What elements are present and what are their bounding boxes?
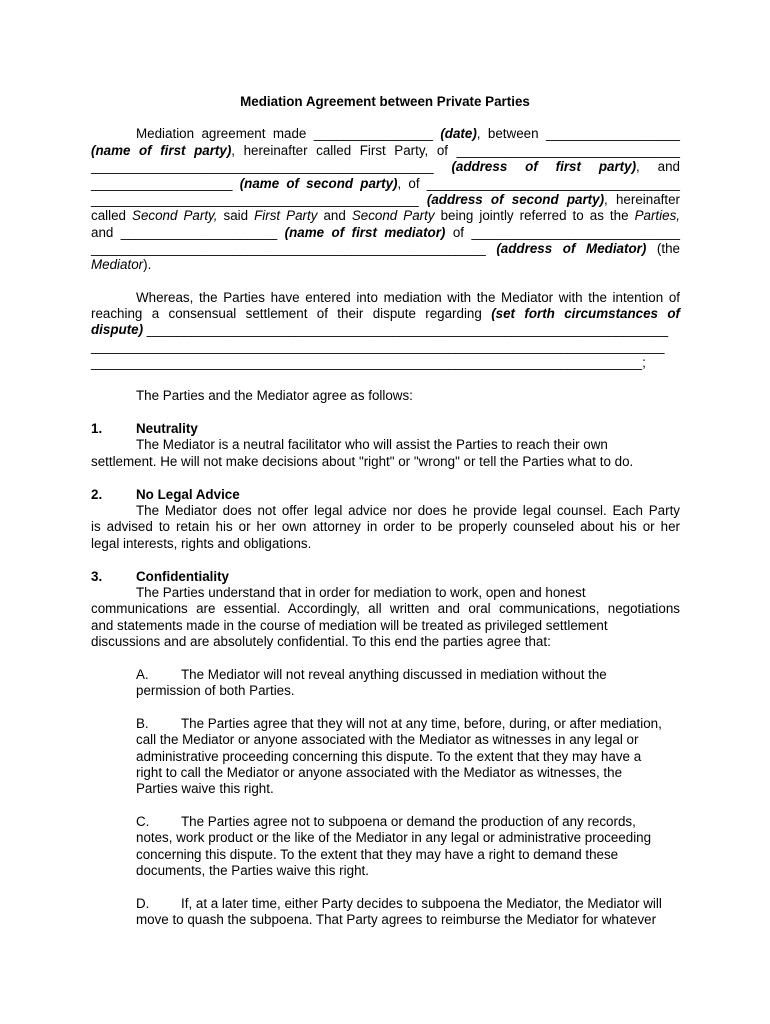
whereas-line-3: dispute) ______________________________________________________________________ <box>91 322 669 337</box>
whereas-line-5: __________________________________________________________________________; <box>91 355 646 370</box>
whereas-line-4: _____________________________________________________________________________ <box>91 339 665 354</box>
section-3-line-4: discussions and are absolutely confidential. To this end the parties agree that: <box>91 634 551 649</box>
whereas-line-2: reaching a consensual settlement of their dispute regarding (set forth circumstances of <box>91 306 680 321</box>
section-2-heading: No Legal Advice <box>136 487 240 502</box>
whereas-line-1: Whereas, the Parties have entered into mediation with the Mediator with the intention of <box>136 290 680 305</box>
section-3-heading: Confidentiality <box>136 569 229 584</box>
section-2-number: 2. <box>91 487 103 502</box>
section-2-line-3: legal interests, rights and obligations. <box>91 536 312 551</box>
clause-d-line-2: move to quash the subpoena. That Party agrees to reimburse the Mediator for whatever <box>136 912 657 927</box>
intro-line-9: Mediator). <box>91 257 152 272</box>
intro-line-6: called Second Party, said First Party and Second Party being jointly referred to as the Parties, <box>91 208 680 223</box>
intro-line-1: Mediation agreement made ________________ (date), between __________________ <box>136 126 680 141</box>
section-2-line-1: The Mediator does not offer legal advice nor does he provide legal counsel. Each Party <box>136 503 680 518</box>
section-1-number: 1. <box>91 421 103 436</box>
clause-c-line-4: documents, the Parties waive this right. <box>136 863 369 878</box>
clause-a-line-2: permission of both Parties. <box>136 683 295 698</box>
section-1-line-2: settlement. He will not make decisions about "right" or "wrong" or tell the Parties what to do. <box>91 454 634 469</box>
clause-c-line-2: notes, work product or the like of the Mediator in any legal or administrative proceeding <box>136 830 652 845</box>
clause-b-line-4: right to call the Mediator or anyone associated with the Mediator as witnesses, the <box>136 765 623 780</box>
intro-line-4: ___________________ (name of second party), of __________________________________ <box>91 176 680 191</box>
section-1-line-1: The Mediator is a neutral facilitator who will assist the Parties to reach their own <box>136 437 608 452</box>
intro-line-7: and _____________________ (name of first mediator) of ____________________________ <box>91 225 680 240</box>
section-1-heading: Neutrality <box>136 421 198 436</box>
intro-line-8: _____________________________________________________ (address of Mediator) (the <box>91 241 680 256</box>
clause-a-line-1: A. The Mediator will not reveal anything discussed in mediation without the <box>136 667 607 682</box>
clause-b-line-3: administrative proceeding concerning this dispute. To the extent that they may have a <box>136 749 642 764</box>
clause-c-line-1: C. The Parties agree not to subpoena or demand the production of any records, <box>136 814 636 829</box>
clause-b-line-5: Parties waive this right. <box>136 781 274 796</box>
intro-line-5: ____________________________________________ (address of second party), hereinafter <box>91 192 680 207</box>
clause-c-line-3: concerning this dispute. To the extent that they may have a right to demand these <box>136 847 619 862</box>
document-title: Mediation Agreement between Private Parties <box>240 94 530 109</box>
intro-line-3: ______________________________________________ (address of first party), and <box>91 159 680 174</box>
section-3-number: 3. <box>91 569 103 584</box>
clause-b-line-2: call the Mediator or anyone associated with the Mediator as witnesses in any legal or <box>136 732 639 747</box>
intro-line-2: (name of first party), hereinafter called First Party, of ______________________________ <box>91 143 680 158</box>
section-3-line-2: communications are essential. Accordingly, all written and oral communications, negotiations <box>91 601 680 616</box>
section-3-line-3: and statements made in the course of mediation will be treated as privileged settlement <box>91 618 608 633</box>
agree-line: The Parties and the Mediator agree as follows: <box>136 388 413 403</box>
section-2-line-2: is advised to retain his or her own attorney in order to be properly counseled about his or her <box>91 519 680 534</box>
section-3-line-1: The Parties understand that in order for mediation to work, open and honest <box>136 585 586 600</box>
clause-b-line-1: B. The Parties agree that they will not at any time, before, during, or after mediation, <box>136 716 662 731</box>
clause-d-line-1: D. If, at a later time, either Party decides to subpoena the Mediator, the Mediator will <box>136 896 662 911</box>
